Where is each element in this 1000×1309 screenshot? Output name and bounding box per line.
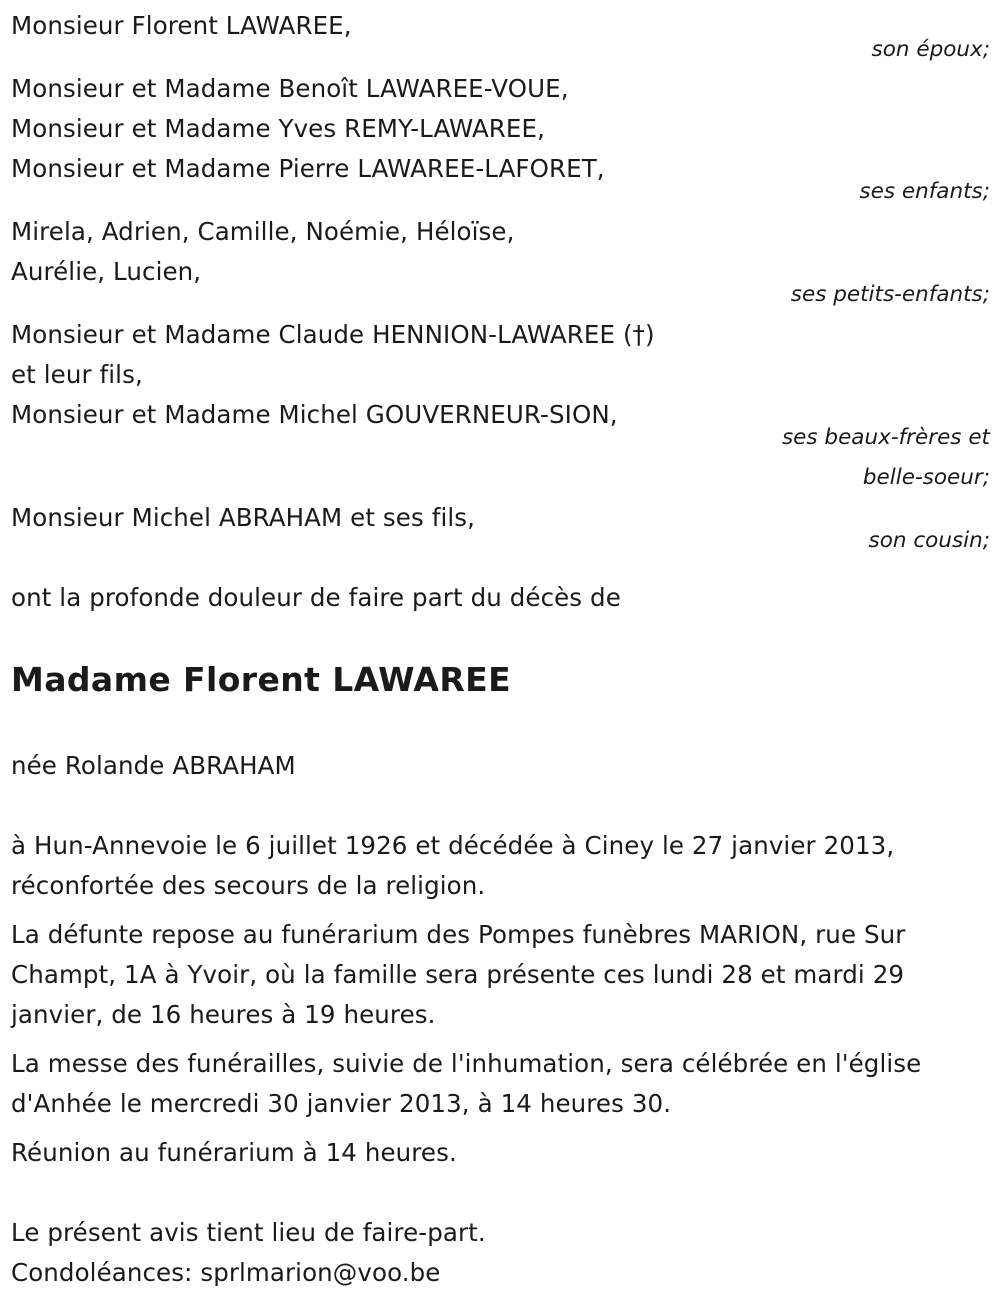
viewing-line: La défunte repose au funérarium des Pompes funèbres MARION, rue Sur	[11, 920, 906, 949]
in-law-line: Monsieur et Madame Michel GOUVERNEUR-SION,	[11, 400, 618, 429]
child-line: Monsieur et Madame Benoît LAWAREE-VOUE,	[11, 74, 569, 103]
child-line: Monsieur et Madame Yves REMY-LAWAREE,	[11, 114, 545, 143]
viewing-line: Champt, 1A à Yvoir, où la famille sera présente ces lundi 28 et mardi 29	[11, 960, 905, 989]
mass-line: La messe des funérailles, suivie de l'inhumation, sera célébrée en l'église	[11, 1049, 922, 1078]
grandchildren-role: ses petits-enfants;	[790, 282, 990, 307]
cousin-role: son cousin;	[868, 528, 990, 553]
spouse-role: son époux;	[871, 37, 990, 62]
in-laws-role: belle-soeur;	[862, 465, 990, 490]
notice-line: Le présent avis tient lieu de faire-part.	[11, 1218, 486, 1247]
grandchildren-line: Mirela, Adrien, Camille, Noémie, Héloïse,	[11, 217, 515, 246]
announcement-intro: ont la profonde douleur de faire part du décès de	[11, 583, 621, 612]
in-law-line: et leur fils,	[11, 360, 143, 389]
birth-death-line: réconfortée des secours de la religion.	[11, 871, 486, 900]
spouse-name: Monsieur Florent LAWAREE,	[11, 11, 352, 40]
children-role: ses enfants;	[859, 179, 990, 204]
in-laws-role: ses beaux-frères et	[781, 425, 990, 450]
mass-line: d'Anhée le mercredi 30 janvier 2013, à 14 heures 30.	[11, 1089, 672, 1118]
birth-death-line: à Hun-Annevoie le 6 juillet 1926 et décédée à Ciney le 27 janvier 2013,	[11, 831, 895, 860]
maiden-name: née Rolande ABRAHAM	[11, 751, 296, 780]
cousin-line: Monsieur Michel ABRAHAM et ses fils,	[11, 503, 476, 532]
grandchildren-line: Aurélie, Lucien,	[11, 257, 202, 286]
viewing-line: janvier, de 16 heures à 19 heures.	[11, 1000, 436, 1029]
in-law-line: Monsieur et Madame Claude HENNION-LAWAREE (†)	[11, 320, 655, 349]
child-line: Monsieur et Madame Pierre LAWAREE-LAFORET,	[11, 154, 605, 183]
meeting-line: Réunion au funérarium à 14 heures.	[11, 1138, 457, 1167]
condolences-line: Condoléances: sprlmarion@voo.be	[11, 1258, 441, 1287]
deceased-name: Madame Florent LAWAREE	[11, 660, 512, 699]
